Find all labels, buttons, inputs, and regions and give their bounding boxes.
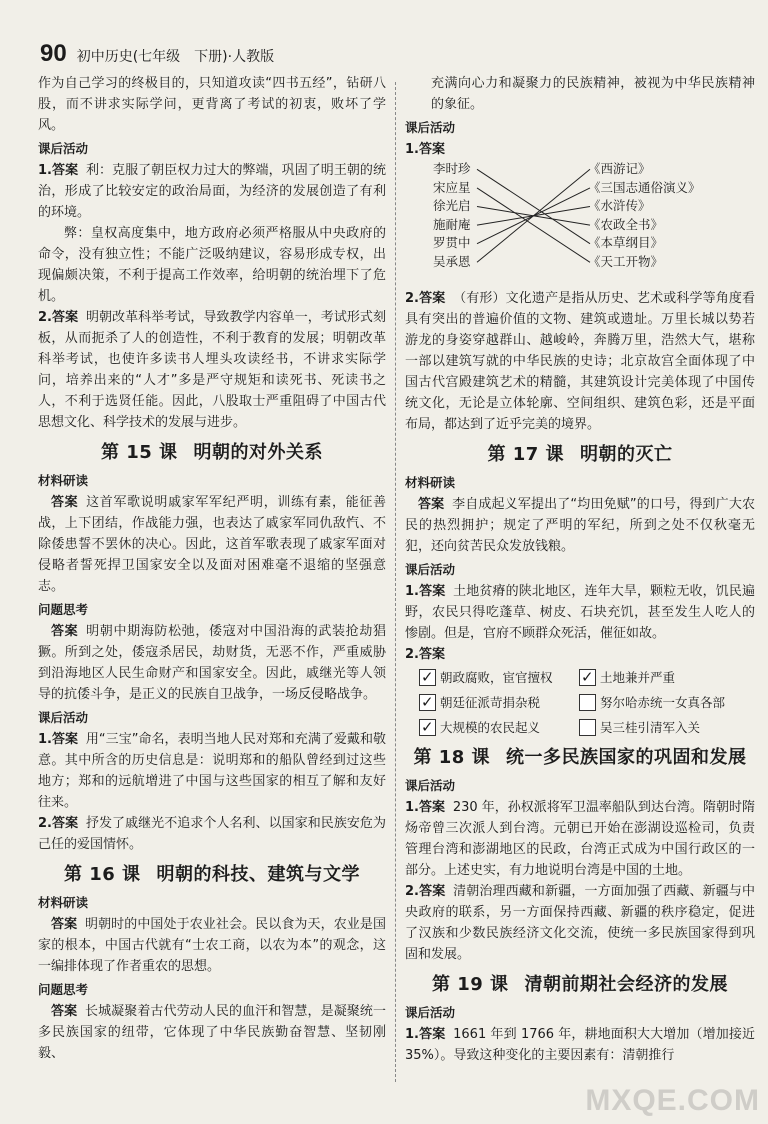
answer-number: 2. [38, 310, 52, 325]
answer-number: 2. [405, 291, 419, 306]
answer-number: 1. [405, 584, 419, 599]
answer [405, 881, 755, 965]
answer-label: 答案 [51, 310, 79, 325]
lesson-name: 明朝的对外关系 [193, 442, 324, 463]
answer-number: 1. [405, 800, 419, 815]
match-work: 《水浒传》 [588, 198, 651, 214]
right-column [405, 73, 755, 1066]
answer-number: 1. [38, 163, 52, 178]
answer-text: 这首军歌说明戚家军军纪严明，训练有素，能征善战，上下团结，作战能力强，也表达了戚家军同仇敌忾、不除倭患誓不罢休的决心。因此，这首军歌表现了戚家军面对侵略者誓死捍卫国家安全以及面对困难毫不退缩的坚强意志。 [38, 495, 386, 594]
answer-label: 答案 [418, 142, 445, 157]
answer-text: 230 年，孙权派将军卫温率船队到达台湾。隋朝时隋炀帝曾三次派人到台湾。元朝已开始在澎湖设巡检司，负责管理台湾和澎湖地区的民政，台湾正式成为中国行政区的一部分。上述史实，有力地说明台湾是中国的土地。 [405, 800, 755, 878]
continued-paragraph: 充满向心力和凝聚力的民族精神，被视为中华民族精神的象征。 [431, 76, 755, 112]
match-work: 《农政全书》 [588, 216, 664, 232]
answer-label: 答案 [418, 884, 446, 899]
answer-text: 抒发了戚继光不追求个人名利、以国家和民族安危为己任的爱国情怀。 [38, 816, 386, 852]
section-heading: 材料研读 [405, 475, 456, 490]
answer [405, 581, 755, 644]
checkbox-label: 朝廷征派苛捐杂税 [440, 695, 541, 710]
checked-box-icon[interactable] [419, 719, 436, 736]
lesson-name: 统一多民族国家的巩固和发展 [506, 747, 747, 768]
checkbox-item[interactable] [579, 717, 749, 738]
lesson-number: 第 18 课 [413, 747, 491, 768]
section-heading: 问题思考 [38, 982, 89, 997]
checkbox-item[interactable] [419, 692, 579, 713]
answer-label: 答案 [51, 163, 79, 178]
match-person: 吴承恩 [433, 253, 471, 269]
column-divider [395, 82, 396, 1082]
checkbox-item[interactable] [419, 717, 579, 738]
page-header [40, 40, 274, 70]
answer-text: 明朝中期海防松弛，倭寇对中国沿海的武装抢劫猖獗。所到之处，倭寇杀居民，劫财货，无恶不作，严重威胁到沿海地区人民生命财产和国家安全。因此，戚继光等人领导的抗倭斗争，是正义的民族自卫战争，一场反侵略战争。 [38, 624, 386, 702]
answer-number: 2. [38, 816, 52, 831]
checkbox-item[interactable] [419, 667, 579, 688]
section-heading: 课后活动 [405, 1005, 456, 1020]
match-person: 罗贯中 [433, 235, 471, 251]
match-person: 宋应星 [433, 179, 471, 195]
left-column [38, 73, 386, 1064]
match-work: 《三国志通俗演义》 [588, 179, 701, 195]
match-work: 《西游记》 [588, 161, 651, 176]
answer [405, 494, 755, 557]
answer-label: 答案 [51, 732, 79, 747]
answer-text: 利：克服了朝臣权力过大的弊端，巩固了明王朝的统治，形成了比较安定的政治局面，为经济的发展创造了有利的环境。 [38, 163, 386, 220]
answer [38, 729, 386, 813]
answer-number: 2. [405, 647, 419, 662]
section-heading: 材料研读 [38, 473, 89, 488]
answer-2 [405, 288, 755, 435]
checkbox-label: 朝政腐败，宦官擅权 [440, 670, 553, 685]
answer-text: 明朝改革科举考试，导致教学内容单一，考试形式刻板，从而扼杀了人的创造性，不利于教育的发展；明朝改革科举考试，也使许多读书人埋头攻读经书，不讲求实际学问，培养出来的“人才”多是严守规矩和读死书、死读书之人，不利于选贤任能。因此，八股取士严重阻碍了中国古代思想文化、科学技术的发展与进步。 [38, 310, 386, 430]
answer-label: 答案 [51, 917, 78, 932]
match-work: 《本草纲目》 [588, 235, 664, 251]
intro-paragraph: 作为自己学习的终极目的，只知道攻读“四书五经”，钻研八股，而不讲求实际学问，更背离了考试的初衷，败坏了学风。 [38, 76, 386, 133]
matching-works [588, 160, 708, 272]
lesson-number: 第 16 课 [63, 864, 141, 885]
answer-number: 1. [38, 732, 52, 747]
lesson-16-title [38, 864, 386, 885]
lesson-name: 清朝前期社会经济的发展 [524, 974, 729, 995]
section-heading: 课后活动 [38, 141, 89, 156]
lesson-18-title [405, 747, 755, 768]
answer-label: 答案 [51, 816, 79, 831]
watermark: MXQE.COM [585, 1084, 760, 1117]
answer-label: 答案 [418, 497, 445, 512]
answer [405, 797, 755, 881]
book-title: 初中历史(七年级 下册)·人教版 [76, 49, 275, 65]
answer-label: 答案 [418, 647, 445, 662]
lesson-number: 第 17 课 [487, 444, 565, 465]
checkbox-list [419, 667, 755, 738]
section-heading: 材料研读 [38, 895, 89, 910]
answer-text: 土地贫瘠的陕北地区，连年大旱，颗粒无收，饥民遍野，农民只得吃蓬草、树皮、石块充饥，甚至发生人吃人的惨剧。但是，官府不顾群众死活，催征如故。 [405, 584, 755, 641]
matching-answer-heading [405, 139, 755, 160]
lesson-name: 明朝的科技、建筑与文学 [156, 864, 361, 885]
answer [405, 644, 755, 665]
answer-label: 答案 [418, 584, 446, 599]
answer-text: （有形）文化遗产是指从历史、艺术或科学等角度看具有突出的普遍价值的文物、建筑或遗址。万里长城以势若游龙的身姿穿越群山、越峻岭，奔腾万里，浩然大气，堪称一部以建筑写就的中华民族的史诗；北京故宫全面体现了中国古代宫殿建筑艺术的精髓，其建筑设计完美体现了中国传统文化，无论是立体轮廓、空间组织、建筑色彩，还是平面布局，都达到了近乎完美的境界。 [405, 291, 755, 432]
empty-box-icon[interactable] [579, 694, 596, 711]
lesson-19-title [405, 974, 755, 995]
checked-box-icon[interactable] [579, 669, 596, 686]
answer [405, 1024, 755, 1066]
match-person: 施耐庵 [433, 216, 471, 232]
section-heading: 课后活动 [405, 562, 456, 577]
answer-2 [38, 307, 386, 433]
answer-text: 1661 年到 1766 年，耕地面积大大增加（增加接近 35%）。导致这种变化的主要因素有：清朝推行 [405, 1027, 755, 1063]
match-work: 《天工开物》 [588, 253, 664, 269]
answer-label: 答案 [418, 1027, 446, 1042]
answer [38, 914, 386, 977]
checkbox-label: 大规模的农民起义 [440, 720, 541, 735]
answer [38, 813, 386, 855]
section-heading: 课后活动 [405, 778, 456, 793]
lesson-number: 第 19 课 [431, 974, 509, 995]
section-heading: 问题思考 [38, 602, 89, 617]
answer-text: 明朝时的中国处于农业社会。民以食为天，农业是国家的根本，中国古代就有“士农工商，以农为本”的观念，这一编排体现了作者重农的思想。 [38, 917, 386, 974]
answer-text: 用“三宝”命名，表明当地人民对郑和充满了爱戴和敬意。其中所含的历史信息是：说明郑和的船队曾经到过这些地方；郑和的远航增进了中国与这些国家的相互了解和友好往来。 [38, 732, 386, 810]
answer [38, 621, 386, 705]
page-number: 90 [40, 40, 67, 67]
match-person: 李时珍 [433, 161, 471, 176]
matching-diagram [405, 160, 755, 288]
match-person: 徐光启 [433, 198, 471, 214]
answer [38, 1001, 386, 1064]
section-heading: 课后活动 [38, 710, 89, 725]
lesson-number: 第 15 课 [100, 442, 178, 463]
answer-1 [38, 160, 386, 223]
checkbox-item[interactable] [579, 667, 749, 688]
answer-label: 答案 [418, 800, 446, 815]
matching-people [433, 160, 503, 272]
checked-box-icon[interactable] [419, 694, 436, 711]
answer-number: 1. [405, 1027, 419, 1042]
answer-number: 2. [405, 884, 419, 899]
checked-box-icon[interactable] [419, 669, 436, 686]
answer-label: 答案 [51, 624, 79, 639]
answer-text: 李自成起义军提出了“均田免赋”的口号，得到广大农民的热烈拥护；规定了严明的军纪，所到之处不仅秋毫无犯，还向贫苦民众发放钱粮。 [405, 497, 755, 554]
lesson-15-title [38, 442, 386, 463]
lesson-17-title [405, 444, 755, 465]
lesson-name: 明朝的灭亡 [580, 444, 673, 465]
answer [38, 492, 386, 597]
answer-1-continued: 弊：皇权高度集中，地方政府必须严格服从中央政府的命令，没有独立性；不能广泛吸纳建议，容易形成专权，出现偏颇决策，不利于提高工作效率，给明朝的统治埋下了危机。 [38, 226, 386, 304]
section-heading: 课后活动 [405, 120, 456, 135]
checkbox-label: 努尔哈赤统一女真各部 [600, 695, 726, 710]
answer-label: 答案 [418, 291, 446, 306]
checkbox-label: 土地兼并严重 [600, 670, 676, 685]
answer-text: 清朝治理西藏和新疆，一方面加强了西藏、新疆与中央政府的联系，另一方面保持西藏、新疆的秩序稳定，促进了汉族和少数民族经济文化交流，使统一多民族国家得到巩固和发展。 [405, 884, 755, 962]
answer-text: 长城凝聚着古代劳动人民的血汗和智慧，是凝聚统一多民族国家的纽带，它体现了中华民族勤奋智慧、坚韧刚毅、 [38, 1004, 386, 1061]
checkbox-label: 吴三桂引清军入关 [600, 720, 701, 735]
checkbox-item[interactable] [579, 692, 749, 713]
empty-box-icon[interactable] [579, 719, 596, 736]
answer-label: 答案 [51, 495, 79, 510]
answer-number: 1. [405, 142, 419, 157]
answer-label: 答案 [51, 1004, 78, 1019]
